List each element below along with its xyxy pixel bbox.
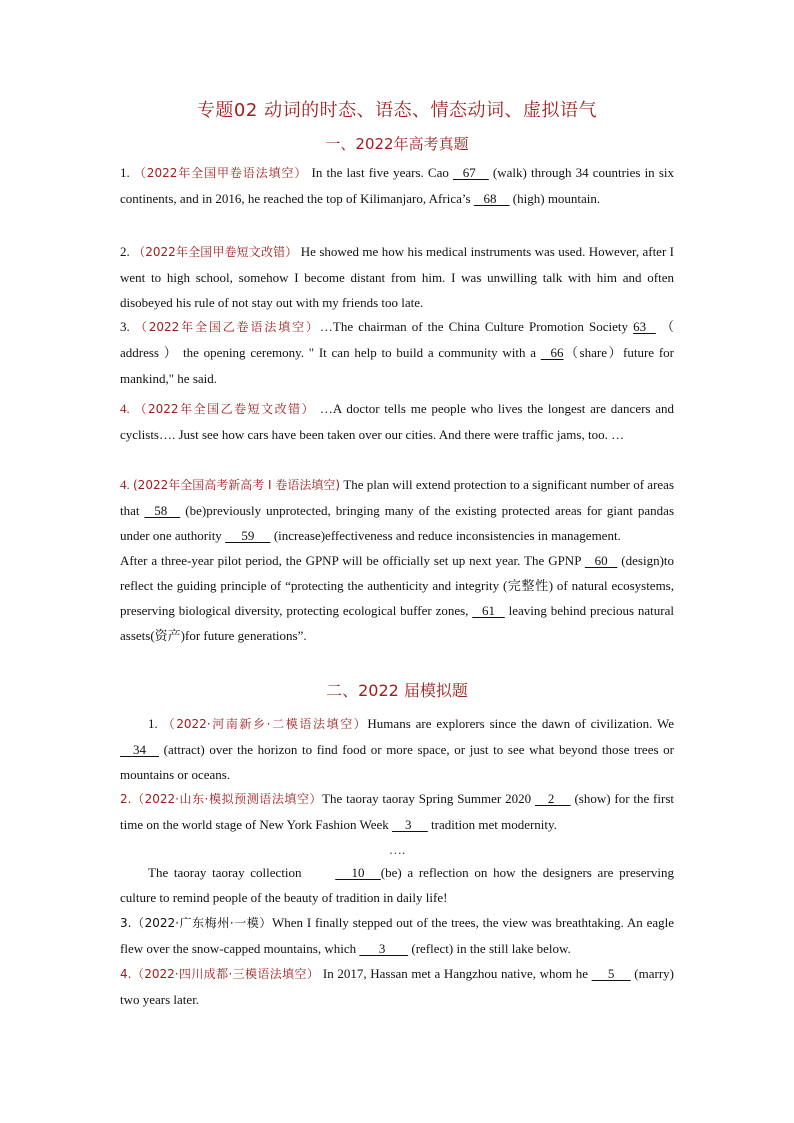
question-text: …A doctor tells me people who lives the longest are dancers and cyclists…. Just see how cars have been taken over our cities. And there were traffic jams, too. …	[120, 401, 675, 442]
question-source: （2022年全国乙卷语法填空）	[134, 320, 320, 334]
question-text: …The chairman of the China Culture Promotion Society	[319, 319, 634, 334]
question-source: （2022年全国甲卷语法填空）	[133, 166, 308, 180]
question-text: The taoray taoray Spring Summer 2020	[322, 791, 535, 806]
question-text: （ address ） the opening ceremony. " It can help to build a community with a	[120, 319, 674, 360]
question-source: （2022年全国乙卷短文改错）	[134, 402, 316, 416]
question-text: (high) mountain.	[509, 191, 601, 206]
ellipsis: ….	[388, 842, 406, 857]
blank-5[interactable]: 5	[591, 966, 631, 981]
question-number: 4.	[120, 477, 130, 492]
blank-2[interactable]: 2	[534, 791, 571, 806]
mock-question-1	[120, 711, 674, 787]
blank-61[interactable]: 61	[472, 603, 505, 618]
question-text: (be)previously unprotected, bringing many of the existing protected areas for giant pandas under one authority	[120, 503, 674, 543]
question-text: After a three-year pilot period, the GPNP will be officially set up next year. The GPNP	[120, 553, 585, 568]
question-source: (2022年全国高考新高考 I 卷语法填空)	[133, 478, 341, 492]
mock-question-4	[120, 961, 674, 1012]
question-3	[120, 314, 674, 392]
blank-66[interactable]: 66	[540, 345, 564, 360]
question-text: tradition met modernity.	[427, 817, 557, 832]
mock-question-2	[120, 786, 674, 837]
question-2	[120, 239, 674, 315]
question-number: 1.	[120, 165, 130, 180]
question-source: （2022·河南新乡·二模语法填空）	[162, 717, 368, 731]
question-text: In the last five years. Cao	[307, 165, 454, 180]
question-text: (be) a reflection on how the designers are preserving culture to remind people of the beauty of tradition in daily life!	[120, 865, 674, 905]
question-4	[120, 396, 674, 447]
question-text: (design)to reflect the guiding principle of “protecting the authenticity and integrity (完整性) of natural ecosystems, preserving biological diversity, protecting ecological buffer zones,	[120, 553, 675, 618]
question-text: (reflect) in the still lake below.	[408, 941, 571, 956]
section-heading-real-exams: 一、2022年高考真题	[325, 135, 469, 153]
question-number: 1.	[148, 716, 158, 731]
question-5	[120, 472, 674, 648]
question-number: 2.	[120, 244, 130, 259]
mock-question-3	[120, 910, 674, 961]
blank-60[interactable]: 60	[584, 553, 618, 568]
blank-59[interactable]: 59	[225, 528, 271, 543]
blank-3[interactable]: 3	[392, 817, 428, 832]
question-number: 4.	[120, 401, 130, 416]
question-text: In 2017, Hassan met a Hangzhou native, whom he	[319, 966, 592, 981]
question-text: The taoray taoray collection	[148, 865, 308, 880]
question-source: （2022年全国甲卷短文改错）	[133, 245, 298, 259]
mock-question-2-continued	[120, 860, 674, 910]
question-text: (increase)effectiveness and reduce inconsistencies in management.	[270, 528, 621, 543]
blank-3-reflect[interactable]: 3	[359, 941, 409, 956]
question-text: （share）future for mankind," he said.	[120, 345, 674, 386]
question-text: When I finally stepped out of the trees, the view was breathtaking. An eagle flew over the snow-capped mountains, which	[120, 915, 674, 956]
question-text: (walk) through 34 countries in six continents, and in 2016, he reached the top of Kilimanjaro, Africa’s	[120, 165, 675, 206]
question-text: (marry) two years later.	[120, 966, 674, 1007]
question-text: He showed me how his medical instruments was used. However, after I went to high school, somehow I become distant from him. I was unwilling talk with him and often disobeyed his rule of not stay out with my friends too late.	[120, 244, 674, 310]
question-text: Humans are explorers since the dawn of civilization. We	[367, 716, 674, 731]
question-text: leaving behind precious natural assets(资产)for future generations”.	[120, 603, 675, 643]
blank-34[interactable]: 34	[120, 742, 159, 757]
question-text: (show) for the first time on the world stage of New York Fashion Week	[120, 791, 674, 832]
blank-68[interactable]: 68	[473, 191, 510, 206]
question-source: 2.（2022·山东·模拟预测语法填空）	[120, 792, 323, 806]
blank-63[interactable]: 63	[633, 319, 656, 334]
blank-58[interactable]: 58	[144, 503, 181, 518]
question-text: (attract) over the horizon to find food or more space, or just to see what beyond those trees or mountains or oceans.	[120, 742, 674, 782]
question-1	[120, 160, 674, 212]
blank-10[interactable]: 10	[335, 865, 381, 880]
question-source: 3.（2022·广东梅州·一模）	[120, 916, 272, 930]
section-heading-mock-exams: 二、2022 届模拟题	[326, 681, 468, 700]
question-number: 3.	[120, 319, 130, 334]
question-source: 4.（2022·四川成都·三模语法填空）	[120, 967, 320, 981]
page-title: 专题02 动词的时态、语态、情态动词、虚拟语气	[196, 100, 598, 121]
question-text: The plan will extend protection to a significant number of areas that	[120, 477, 674, 518]
blank-67[interactable]: 67	[453, 165, 489, 180]
